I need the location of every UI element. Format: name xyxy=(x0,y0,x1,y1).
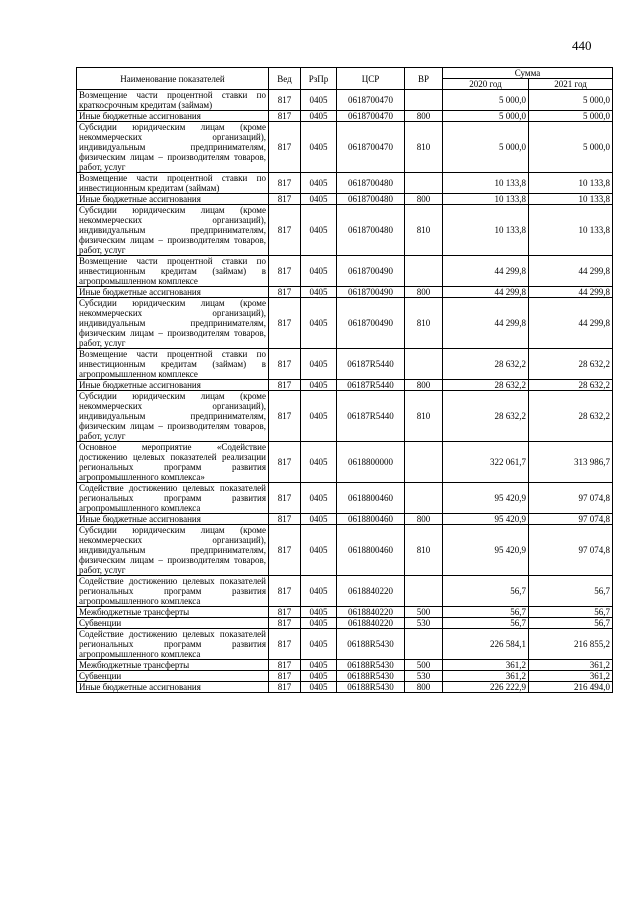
header-year-2020: 2020 год xyxy=(443,79,529,90)
table-row xyxy=(77,111,613,122)
cell-amount-2021: 56,7 xyxy=(529,607,613,618)
cell-csr: 0618700470 xyxy=(337,111,405,122)
cell-ved: 817 xyxy=(269,194,301,205)
cell-rzpr: 0405 xyxy=(301,629,337,660)
table-row xyxy=(77,256,613,287)
cell-ved: 817 xyxy=(269,298,301,349)
cell-rzpr: 0405 xyxy=(301,90,337,111)
cell-vr: 800 xyxy=(405,111,443,122)
cell-amount-2021: 5 000,0 xyxy=(529,90,613,111)
table-row xyxy=(77,122,613,173)
cell-amount-2021: 97 074,8 xyxy=(529,483,613,514)
cell-ved: 817 xyxy=(269,205,301,256)
cell-name: Субсидии юридическим лицам (кроме некоммерческих организаций), индивидуальным предпринимателям, физическим лицам – производителям товаров, работ, услуг xyxy=(77,525,269,576)
cell-csr: 06188R5430 xyxy=(337,660,405,671)
cell-name: Возмещение части процентной ставки по инвестиционным кредитам (займам) в агропромышленном комплексе xyxy=(77,256,269,287)
cell-vr xyxy=(405,629,443,660)
cell-amount-2021: 56,7 xyxy=(529,576,613,607)
cell-vr xyxy=(405,256,443,287)
cell-vr xyxy=(405,576,443,607)
cell-amount-2020: 95 420,9 xyxy=(443,514,529,525)
cell-rzpr: 0405 xyxy=(301,682,337,693)
cell-vr: 800 xyxy=(405,287,443,298)
table-row xyxy=(77,380,613,391)
cell-csr: 0618700490 xyxy=(337,256,405,287)
cell-vr: 810 xyxy=(405,298,443,349)
cell-ved: 817 xyxy=(269,349,301,380)
cell-csr: 0618800460 xyxy=(337,483,405,514)
table-row xyxy=(77,618,613,629)
table-row xyxy=(77,660,613,671)
table-row xyxy=(77,514,613,525)
cell-rzpr: 0405 xyxy=(301,442,337,483)
cell-name: Основное мероприятие «Содействие достижению целевых показателей реализации региональных программ развития агропромышленного комплекса» xyxy=(77,442,269,483)
cell-csr: 0618700490 xyxy=(337,298,405,349)
cell-rzpr: 0405 xyxy=(301,173,337,194)
cell-ved: 817 xyxy=(269,442,301,483)
cell-csr: 06187R5440 xyxy=(337,391,405,442)
cell-amount-2020: 10 133,8 xyxy=(443,205,529,256)
header-ved: Вед xyxy=(269,68,301,90)
cell-name: Возмещение части процентной ставки по инвестиционным кредитам (займам) xyxy=(77,173,269,194)
cell-name: Иные бюджетные ассигнования xyxy=(77,380,269,391)
cell-rzpr: 0405 xyxy=(301,122,337,173)
cell-name: Возмещение части процентной ставки по инвестиционным кредитам (займам) в агропромышленном комплексе xyxy=(77,349,269,380)
cell-csr: 0618700480 xyxy=(337,205,405,256)
cell-rzpr: 0405 xyxy=(301,660,337,671)
cell-rzpr: 0405 xyxy=(301,576,337,607)
cell-ved: 817 xyxy=(269,111,301,122)
cell-amount-2021: 313 986,7 xyxy=(529,442,613,483)
cell-amount-2021: 361,2 xyxy=(529,660,613,671)
table-row xyxy=(77,671,613,682)
header-vr: ВР xyxy=(405,68,443,90)
cell-name: Иные бюджетные ассигнования xyxy=(77,194,269,205)
cell-rzpr: 0405 xyxy=(301,380,337,391)
cell-vr xyxy=(405,349,443,380)
cell-name: Содействие достижению целевых показателей региональных программ развития агропромышленного комплекса xyxy=(77,576,269,607)
cell-rzpr: 0405 xyxy=(301,483,337,514)
cell-ved: 817 xyxy=(269,122,301,173)
cell-name: Субсидии юридическим лицам (кроме некоммерческих организаций), индивидуальным предпринимателям, физическим лицам – производителям товаров, работ, услуг xyxy=(77,298,269,349)
cell-ved: 817 xyxy=(269,90,301,111)
cell-ved: 817 xyxy=(269,287,301,298)
cell-vr: 530 xyxy=(405,618,443,629)
cell-vr: 810 xyxy=(405,391,443,442)
table-row xyxy=(77,629,613,660)
cell-amount-2020: 56,7 xyxy=(443,607,529,618)
table-row xyxy=(77,607,613,618)
cell-amount-2020: 5 000,0 xyxy=(443,122,529,173)
cell-rzpr: 0405 xyxy=(301,287,337,298)
cell-name: Субсидии юридическим лицам (кроме некоммерческих организаций), индивидуальным предпринимателям, физическим лицам – производителям товаров, работ, услуг xyxy=(77,122,269,173)
cell-ved: 817 xyxy=(269,618,301,629)
table-row xyxy=(77,194,613,205)
header-year-2021: 2021 год xyxy=(529,79,613,90)
cell-name: Межбюджетные трансферты xyxy=(77,607,269,618)
cell-ved: 817 xyxy=(269,671,301,682)
cell-vr xyxy=(405,173,443,194)
budget-table xyxy=(76,67,613,693)
cell-ved: 817 xyxy=(269,256,301,287)
cell-amount-2021: 44 299,8 xyxy=(529,256,613,287)
cell-vr: 500 xyxy=(405,607,443,618)
cell-rzpr: 0405 xyxy=(301,618,337,629)
cell-amount-2021: 10 133,8 xyxy=(529,194,613,205)
cell-ved: 817 xyxy=(269,607,301,618)
cell-name: Субвенции xyxy=(77,618,269,629)
cell-rzpr: 0405 xyxy=(301,111,337,122)
cell-name: Возмещение части процентной ставки по краткосрочным кредитам (займам) xyxy=(77,90,269,111)
cell-name: Иные бюджетные ассигнования xyxy=(77,514,269,525)
table-row xyxy=(77,349,613,380)
cell-amount-2020: 322 061,7 xyxy=(443,442,529,483)
cell-amount-2021: 216 494,0 xyxy=(529,682,613,693)
cell-vr: 500 xyxy=(405,660,443,671)
cell-vr xyxy=(405,442,443,483)
table-row xyxy=(77,682,613,693)
cell-rzpr: 0405 xyxy=(301,194,337,205)
cell-amount-2020: 56,7 xyxy=(443,576,529,607)
cell-amount-2021: 216 855,2 xyxy=(529,629,613,660)
cell-amount-2020: 10 133,8 xyxy=(443,194,529,205)
table-row xyxy=(77,287,613,298)
cell-vr: 810 xyxy=(405,205,443,256)
cell-vr xyxy=(405,90,443,111)
cell-vr: 530 xyxy=(405,671,443,682)
cell-amount-2021: 44 299,8 xyxy=(529,287,613,298)
cell-amount-2021: 97 074,8 xyxy=(529,525,613,576)
cell-amount-2020: 95 420,9 xyxy=(443,525,529,576)
cell-rzpr: 0405 xyxy=(301,671,337,682)
cell-name: Субсидии юридическим лицам (кроме некоммерческих организаций), индивидуальным предпринимателям, физическим лицам – производителям товаров, работ, услуг xyxy=(77,391,269,442)
cell-csr: 0618700470 xyxy=(337,122,405,173)
cell-ved: 817 xyxy=(269,682,301,693)
cell-amount-2020: 10 133,8 xyxy=(443,173,529,194)
cell-amount-2021: 28 632,2 xyxy=(529,391,613,442)
cell-amount-2021: 28 632,2 xyxy=(529,380,613,391)
cell-amount-2020: 44 299,8 xyxy=(443,256,529,287)
cell-csr: 0618840220 xyxy=(337,576,405,607)
table-row xyxy=(77,391,613,442)
cell-amount-2021: 97 074,8 xyxy=(529,514,613,525)
cell-name: Содействие достижению целевых показателей региональных программ развития агропромышленного комплекса xyxy=(77,629,269,660)
cell-amount-2021: 5 000,0 xyxy=(529,111,613,122)
header-sum: Сумма xyxy=(443,68,613,79)
cell-csr: 0618800000 xyxy=(337,442,405,483)
cell-amount-2020: 361,2 xyxy=(443,671,529,682)
header-csr: ЦСР xyxy=(337,68,405,90)
cell-rzpr: 0405 xyxy=(301,298,337,349)
cell-vr xyxy=(405,483,443,514)
cell-csr: 0618700490 xyxy=(337,287,405,298)
cell-amount-2020: 44 299,8 xyxy=(443,298,529,349)
cell-vr: 810 xyxy=(405,122,443,173)
cell-amount-2020: 56,7 xyxy=(443,618,529,629)
cell-csr: 0618840220 xyxy=(337,618,405,629)
table-row xyxy=(77,442,613,483)
cell-csr: 06188R5430 xyxy=(337,629,405,660)
cell-rzpr: 0405 xyxy=(301,391,337,442)
cell-amount-2020: 28 632,2 xyxy=(443,349,529,380)
table-row xyxy=(77,576,613,607)
table-row xyxy=(77,525,613,576)
cell-name: Иные бюджетные ассигнования xyxy=(77,287,269,298)
table-header xyxy=(77,68,613,90)
cell-name: Иные бюджетные ассигнования xyxy=(77,682,269,693)
cell-amount-2020: 5 000,0 xyxy=(443,90,529,111)
cell-rzpr: 0405 xyxy=(301,607,337,618)
table-row xyxy=(77,298,613,349)
cell-amount-2020: 28 632,2 xyxy=(443,380,529,391)
cell-name: Субсидии юридическим лицам (кроме некоммерческих организаций), индивидуальным предпринимателям, физическим лицам – производителям товаров, работ, услуг xyxy=(77,205,269,256)
cell-csr: 06187R5440 xyxy=(337,380,405,391)
cell-csr: 0618840220 xyxy=(337,607,405,618)
cell-name: Иные бюджетные ассигнования xyxy=(77,111,269,122)
cell-rzpr: 0405 xyxy=(301,256,337,287)
cell-vr: 810 xyxy=(405,525,443,576)
header-name: Наименование показателей xyxy=(77,68,269,90)
cell-csr: 0618700480 xyxy=(337,173,405,194)
cell-vr: 800 xyxy=(405,514,443,525)
cell-vr: 800 xyxy=(405,682,443,693)
cell-amount-2021: 56,7 xyxy=(529,618,613,629)
cell-rzpr: 0405 xyxy=(301,525,337,576)
cell-rzpr: 0405 xyxy=(301,514,337,525)
header-rzpr: РзПр xyxy=(301,68,337,90)
cell-ved: 817 xyxy=(269,660,301,671)
cell-vr: 800 xyxy=(405,380,443,391)
cell-amount-2020: 44 299,8 xyxy=(443,287,529,298)
cell-amount-2021: 361,2 xyxy=(529,671,613,682)
table-row xyxy=(77,483,613,514)
cell-amount-2021: 5 000,0 xyxy=(529,122,613,173)
cell-ved: 817 xyxy=(269,576,301,607)
cell-ved: 817 xyxy=(269,514,301,525)
cell-ved: 817 xyxy=(269,629,301,660)
cell-csr: 0618700470 xyxy=(337,90,405,111)
cell-csr: 0618800460 xyxy=(337,525,405,576)
cell-rzpr: 0405 xyxy=(301,349,337,380)
table-row xyxy=(77,90,613,111)
cell-amount-2020: 5 000,0 xyxy=(443,111,529,122)
cell-amount-2021: 10 133,8 xyxy=(529,173,613,194)
cell-ved: 817 xyxy=(269,525,301,576)
table-row xyxy=(77,173,613,194)
cell-amount-2020: 226 584,1 xyxy=(443,629,529,660)
cell-csr: 06187R5440 xyxy=(337,349,405,380)
cell-name: Содействие достижению целевых показателей региональных программ развития агропромышленного комплекса xyxy=(77,483,269,514)
cell-ved: 817 xyxy=(269,173,301,194)
cell-rzpr: 0405 xyxy=(301,205,337,256)
cell-name: Субвенции xyxy=(77,671,269,682)
cell-name: Межбюджетные трансферты xyxy=(77,660,269,671)
cell-ved: 817 xyxy=(269,391,301,442)
cell-amount-2021: 44 299,8 xyxy=(529,298,613,349)
cell-amount-2020: 95 420,9 xyxy=(443,483,529,514)
cell-amount-2020: 361,2 xyxy=(443,660,529,671)
cell-csr: 06188R5430 xyxy=(337,671,405,682)
cell-csr: 06188R5430 xyxy=(337,682,405,693)
cell-amount-2020: 226 222,9 xyxy=(443,682,529,693)
cell-csr: 0618800460 xyxy=(337,514,405,525)
cell-vr: 800 xyxy=(405,194,443,205)
cell-ved: 817 xyxy=(269,483,301,514)
page-number: 440 xyxy=(572,38,592,53)
cell-csr: 0618700480 xyxy=(337,194,405,205)
cell-amount-2020: 28 632,2 xyxy=(443,391,529,442)
table-row xyxy=(77,205,613,256)
cell-ved: 817 xyxy=(269,380,301,391)
cell-amount-2021: 10 133,8 xyxy=(529,205,613,256)
cell-amount-2021: 28 632,2 xyxy=(529,349,613,380)
table-body xyxy=(77,90,613,693)
